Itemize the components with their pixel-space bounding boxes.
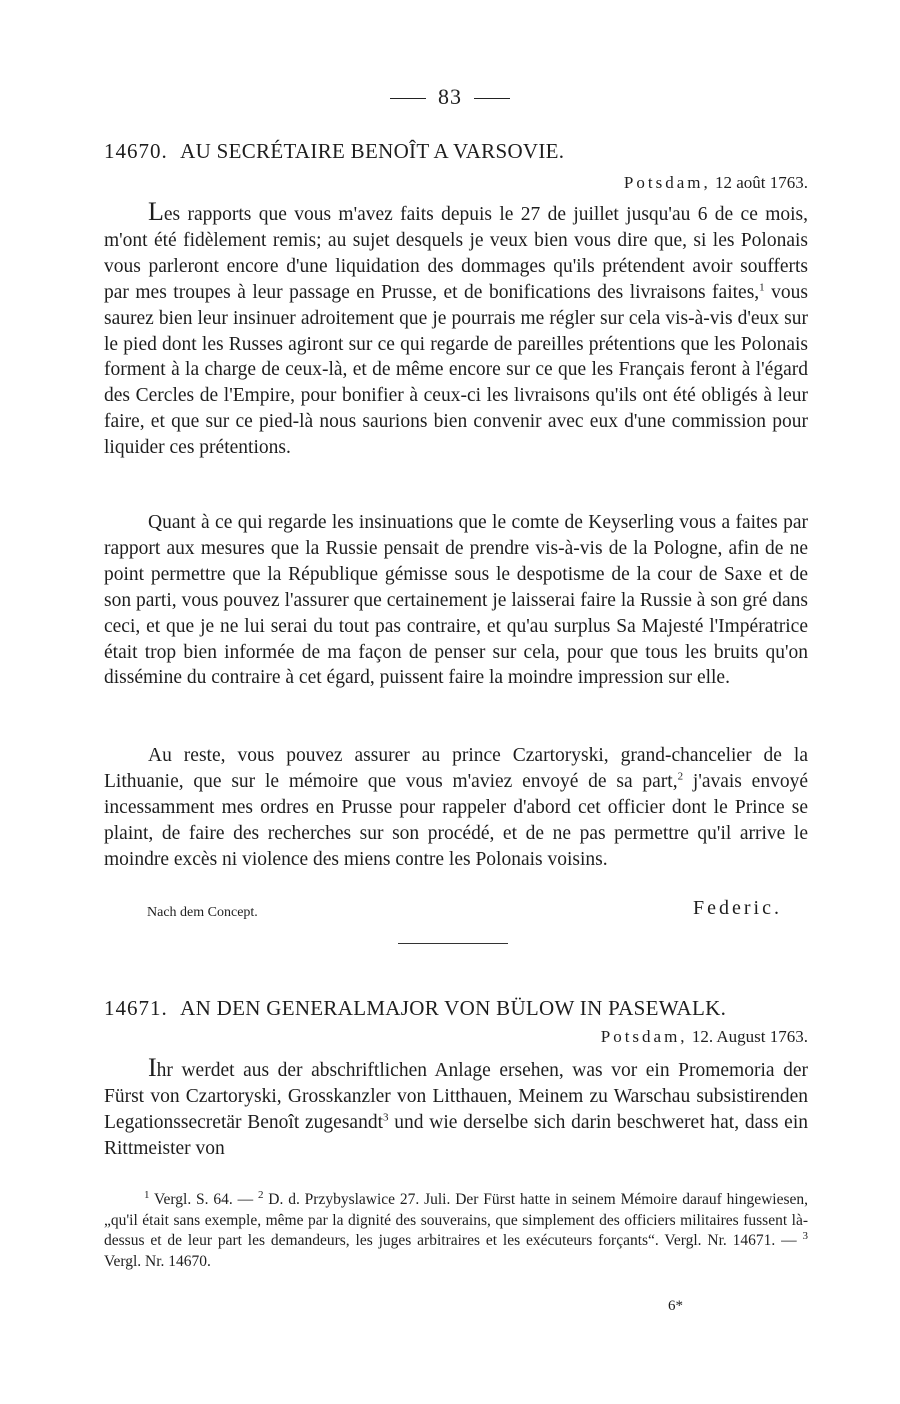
letter1-paragraph-1: Les rapports que vous m'avez faits depuis le 27 de juillet jusqu'au 6 de ce mois, m'ont été fidèlement remis; au sujet desquels je veux bien vous dire que, si les Polonais vous parleront encore d'une liquidation des dommages qu'ils prétendent avoir soufferts par mes troupes à leur passage en Prusse, et de bonifications des livraisons faites,$^1$ vous saurez bien leur insinuer adroitement que je pourrais me régler sur cela vis-à-vis d'eux sur le pied dont les Russes agiront sur ce qui regarde de pareilles prétentions que les Polonais forment à la charge de ceux-là, et de même encore sur ce que les Français feront à l'égard des Cercles de l'Empire, pour bonifier à ceux-ci les livraisons qu'ils ont été obligés à leur faire, et que sur ce pied-là nous saurions bien convenir avec eux d'une commission pour liquider ces prétentions. xyxy=(104,197,809,459)
signature-mark: 6* xyxy=(668,1298,683,1314)
letter-number: 14670. xyxy=(104,139,168,163)
footnote-1: Vergl. S. 64. — xyxy=(149,1191,258,1208)
footnote-mark: 2 xyxy=(257,1188,264,1201)
footnote-ref: 3 xyxy=(383,1111,389,1124)
letter1-paragraph-2: Quant à ce qui regarde les insinuations que le comte de Keyserling vous a faites par rapport aux mesures que la Russie pensait de prendre vis-à-vis de la Pologne, afin de ne point permettre que la République gémisse sous le despotisme de la cour de Saxe et de son parti, vous pouvez l'assurer que certainement je laisserai faire la Russie à son gré dans ceci, et que je ne lui serai du tout pas contraire, et qu'au surplus Sa Majesté l'Impératrice était trop bien informée de ma façon de penser sur cela, pour que tous les bruits qu'on dissémine du contraire à cet égard, puissent faire la moindre impression sur elle. xyxy=(104,512,808,689)
page-number-text: 83 xyxy=(438,84,462,109)
letter-dateline xyxy=(601,1027,808,1047)
letter-heading-14671 xyxy=(104,996,808,1021)
page-number xyxy=(0,84,900,110)
footnotes xyxy=(104,1190,808,1272)
footnote-mark: 3 xyxy=(802,1230,808,1243)
footnote-ref: 1 xyxy=(759,281,765,294)
dash-right xyxy=(474,98,510,99)
footnote-mark: 1 xyxy=(144,1188,150,1201)
separator-rule xyxy=(398,943,508,944)
letter-number: 14671. xyxy=(104,996,168,1020)
dateline-place: Potsdam, xyxy=(600,1027,688,1046)
letter-heading-14670 xyxy=(104,139,808,164)
signature: Federic. xyxy=(693,897,782,919)
dateline-date: 12. August 1763. xyxy=(691,1027,808,1046)
footnote-2: D. d. Przybyslawice 27. Juli. Der Fürst hatte in seinem Mémoire darauf hingewiesen, „qu'il était sans exemple, même par la dignité des souverains, que simplement des officiers militaires fussent là-dessus et de leur part les demandeurs, les juges arbitraires et les exécuteurs forçants“. Vergl. Nr. 14671. — xyxy=(104,1191,808,1250)
footnote-ref: 2 xyxy=(677,770,684,783)
letter-dateline xyxy=(624,173,808,193)
letter1-paragraph-3: Au reste, vous pouvez assurer au prince Czartoryski, grand-chancelier de la Lithuanie, que sur le mémoire que vous m'aviez envoyé de sa part,$^2$ j'avais envoyé incessamment mes ordres en Prusse pour rappeler d'abord cet officier dont le Prince se plaint, de faire des recherches sur son procédé, et de ne pas permettre qu'il arrive le moindre excès ni violence des miens contre les Polonais voisins. xyxy=(104,745,808,870)
footnote-3: Vergl. Nr. 14670. xyxy=(104,1252,211,1270)
dateline-date: 12 août 1763. xyxy=(714,173,808,192)
letter-title: AN DEN GENERALMAJOR VON BÜLOW IN PASEWALK. xyxy=(180,996,727,1020)
letter-title: AU SECRÉTAIRE BENOÎT A VARSOVIE. xyxy=(180,139,565,163)
dateline-place: Potsdam, xyxy=(623,173,711,192)
dash-left xyxy=(390,98,426,99)
source-note: Nach dem Concept. xyxy=(147,905,258,920)
letter2-paragraph-1: Ihr werdet aus der abschriftlichen Anlage ersehen, was vor ein Promemoria der Fürst von Czartoryski, Grosskanzler von Litthauen, Meinem zu Warschau subsistirenden Legationssecretär Benoît zugesandt$^3$ und wie derselbe sich darin beschweret hat, dass ein Rittmeister von xyxy=(104,1053,808,1159)
